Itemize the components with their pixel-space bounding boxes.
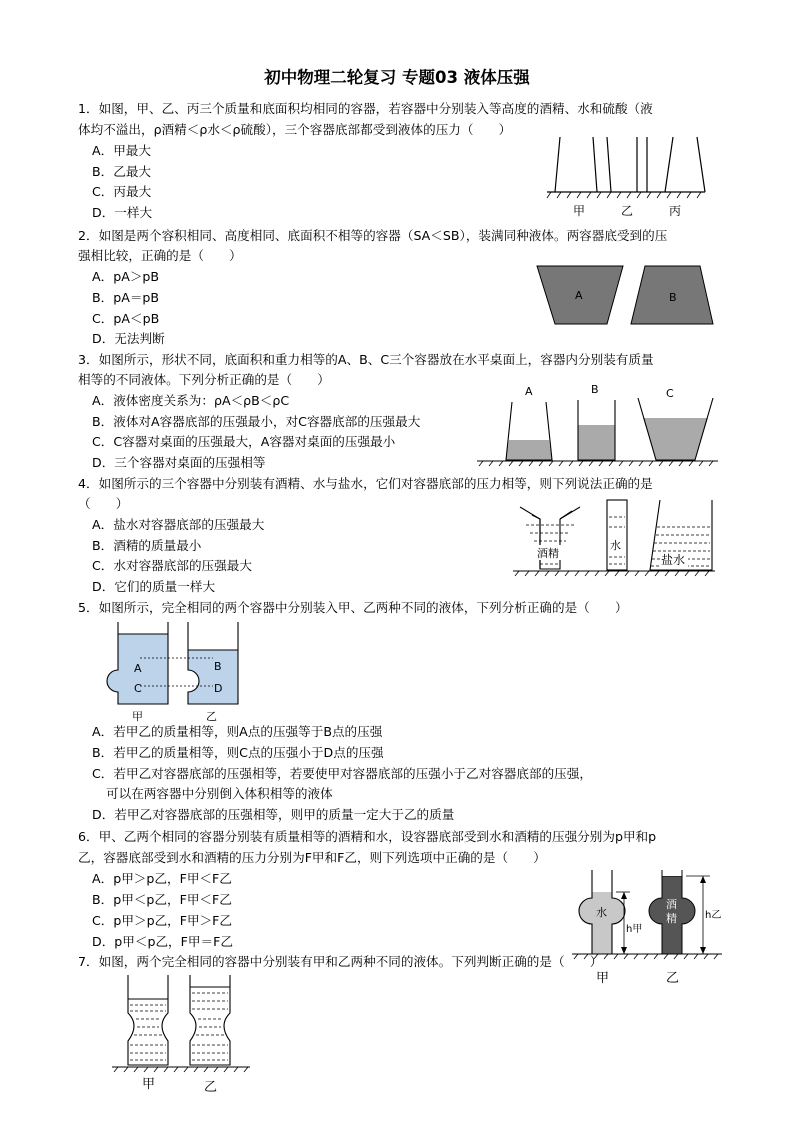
q6-option-c[interactable]: C．p甲＞p乙，F甲＞F乙 — [92, 913, 233, 928]
q3-option-a[interactable]: A．液体密度关系为：ρA＜ρB＜ρC — [92, 393, 290, 408]
q4-option-b[interactable]: B．酒精的质量最小 — [92, 538, 202, 553]
q2-figure — [535, 264, 715, 330]
q7-stem-line1: 7．如图，两个完全相同的容器中分别装有甲和乙两种不同的液体。下列判断正确的是（ ） — [78, 954, 603, 969]
q2-option-d[interactable]: D．无法判断 — [92, 331, 165, 346]
q4-option-c[interactable]: C．水对容器底部的压强最大 — [92, 558, 252, 573]
q1-option-c[interactable]: C．丙最大 — [92, 184, 152, 199]
q5-stem-line1: 5．如图所示，完全相同的两个容器中分别装入甲、乙两种不同的液体，下列分析正确的是（ ） — [78, 600, 628, 615]
q1-option-d[interactable]: D．一样大 — [92, 205, 153, 220]
q1-fig-label-jia: 甲 — [573, 204, 586, 218]
q4-figure — [512, 497, 717, 582]
q6-fig-h-yi: h乙 — [705, 910, 722, 921]
q5-option-c-cont: 可以在两容器中分别倒入体积相等的液体 — [106, 786, 333, 801]
q4-fig-label-water: 水 — [610, 539, 621, 552]
q6-fig-label-alcohol-2: 精 — [666, 912, 677, 925]
q7-fig-label-jia: 甲 — [142, 1077, 156, 1092]
q1-option-a[interactable]: A．甲最大 — [92, 143, 151, 158]
q5-option-c[interactable]: C．若甲乙对容器底部的压强相等，若要使甲对容器底部的压强小于乙对容器底部的压强， — [92, 766, 592, 781]
q3-option-d[interactable]: D．三个容器对桌面的压强相等 — [92, 455, 266, 470]
q6-stem-line2: 乙，容器底部受到水和酒精的压力分别为F甲和F乙，则下列选项中正确的是（ ） — [78, 850, 546, 865]
q4-stem-line1: 4．如图所示的三个容器中分别装有酒精、水与盐水，它们对容器底部的压力相等，则下列说法正确的是 — [78, 476, 653, 491]
q7-fig-label-yi: 乙 — [204, 1080, 218, 1095]
q2-option-b[interactable]: B．pA＝pB — [92, 290, 160, 305]
q6-fig-label-alcohol-1: 酒 — [666, 898, 677, 911]
q3-option-c[interactable]: C．C容器对桌面的压强最大，A容器对桌面的压强最小 — [92, 434, 396, 449]
q2-option-a[interactable]: A．pA＞pB — [92, 269, 160, 284]
q6-fig-label-yi: 乙 — [666, 971, 680, 986]
q6-option-d[interactable]: D．p甲＜p乙，F甲＝F乙 — [92, 934, 233, 949]
q6-stem-line1: 6．甲、乙两个相同的容器分别装有质量相等的酒精和水，设容器底部受到水和酒精的压强分别为p甲和p — [78, 829, 657, 844]
q1-stem-line1: 1．如图，甲、乙、丙三个质量和底面积均相同的容器，若容器中分别装入等高度的酒精、水和硫酸（液 — [78, 101, 653, 116]
q6-fig-label-water: 水 — [596, 906, 607, 919]
q5-fig-point-b: B — [214, 660, 222, 673]
q3-fig-label-b: B — [591, 383, 599, 396]
q2-stem-line2: 强相比较，正确的是（ ） — [78, 248, 242, 263]
q2-fig-label-b: B — [669, 291, 677, 304]
q6-fig-label-jia: 甲 — [596, 971, 610, 986]
q5-fig-label-jia: 甲 — [132, 710, 143, 723]
q3-stem-line1: 3．如图所示，形状不同，底面积和重力相等的A、B、C三个容器放在水平桌面上，容器内分别装有质量 — [78, 352, 654, 367]
q4-fig-label-alcohol: 酒精 — [537, 547, 559, 560]
q3-figure — [475, 380, 720, 470]
q4-option-d[interactable]: D．它们的质量一样大 — [92, 579, 216, 594]
q4-option-a[interactable]: A．盐水对容器底部的压强最大 — [92, 517, 265, 532]
q1-figure — [545, 132, 715, 222]
q4-stem-line2: （ ） — [78, 496, 129, 511]
q5-fig-point-a: A — [134, 662, 142, 675]
q5-fig-label-yi: 乙 — [206, 710, 217, 723]
q2-option-c[interactable]: C．pA＜pB — [92, 311, 160, 326]
q3-stem-line2: 相等的不同液体。下列分析正确的是（ ） — [78, 372, 330, 387]
q6-fig-h-jia: h甲 — [626, 924, 643, 935]
q5-option-a[interactable]: A．若甲乙的质量相等，则A点的压强等于B点的压强 — [92, 724, 383, 739]
q5-option-d[interactable]: D．若甲乙对容器底部的压强相等，则甲的质量一定大于乙的质量 — [92, 807, 455, 822]
q5-option-b[interactable]: B．若甲乙的质量相等，则C点的压强小于D点的压强 — [92, 745, 384, 760]
q6-option-a[interactable]: A．p甲＞p乙，F甲＜F乙 — [92, 871, 232, 886]
q3-option-b[interactable]: B．液体对A容器底部的压强最小，对C容器底部的压强最大 — [92, 414, 421, 429]
q3-fig-label-c: C — [666, 387, 674, 400]
q5-figure — [100, 622, 250, 722]
q2-stem-line1: 2．如图是两个容积相同、高度相同、底面积不相等的容器（SA＜SB），装满同种液体。两容器底受到的压 — [78, 228, 668, 243]
q1-option-b[interactable]: B．乙最大 — [92, 164, 152, 179]
q1-fig-label-bing: 丙 — [669, 204, 682, 218]
q3-fig-label-a: A — [525, 385, 533, 398]
q1-fig-label-yi: 乙 — [621, 204, 634, 218]
q5-fig-point-d: D — [214, 682, 223, 695]
page-title: 初中物理二轮复习 专题03 液体压强 — [264, 68, 530, 87]
q1-stem-line2: 体均不溢出，ρ酒精＜ρ水＜ρ硫酸），三个容器底部都受到液体的压力（ ） — [78, 122, 512, 137]
q4-fig-label-brine: 盐水 — [661, 553, 686, 567]
q5-fig-point-c: C — [134, 682, 142, 695]
q7-figure — [110, 975, 260, 1095]
q2-fig-label-a: A — [575, 289, 583, 302]
q6-option-b[interactable]: B．p甲＜p乙，F甲＜F乙 — [92, 892, 232, 907]
